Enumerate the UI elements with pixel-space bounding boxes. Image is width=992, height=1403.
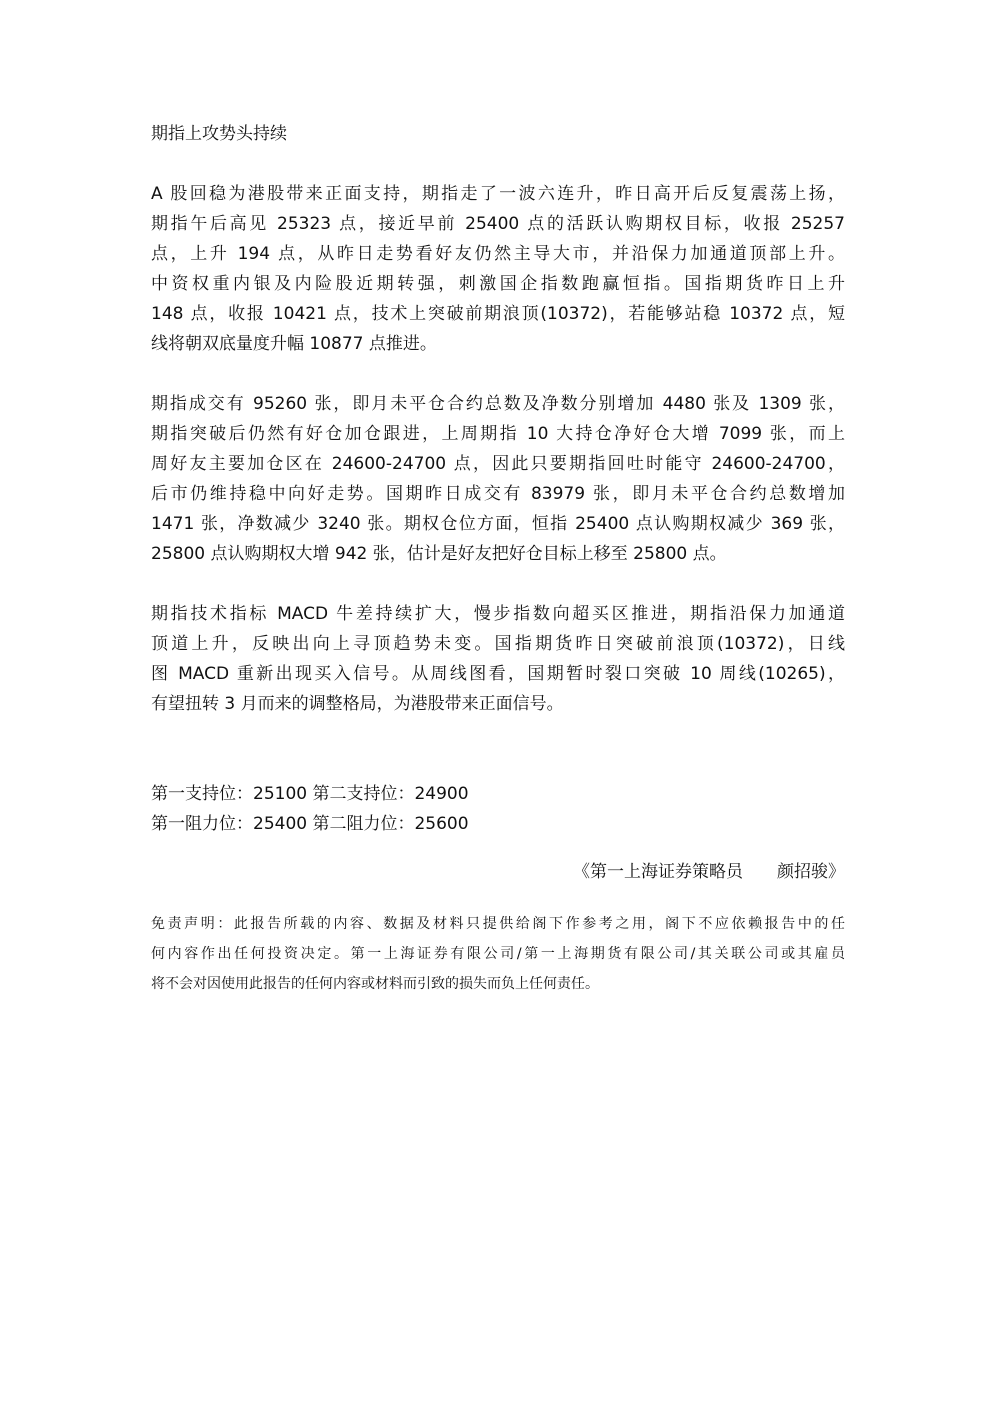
support-levels: 第一支持位：25100 第二支持位：24900 — [151, 784, 469, 804]
paragraph-line: 周好友主要加仓区在 24600-24700 点，因此只要期指回吐时能守 24600-24700， — [151, 454, 845, 474]
paragraph-line: A 股回稳为港股带来正面支持，期指走了一波六连升，昨日高开后反复震荡上扬， — [151, 184, 845, 204]
paragraph-line: 线将朝双底量度升幅 10877 点推进。 — [151, 334, 437, 354]
paragraph-line: 期指午后高见 25323 点，接近早前 25400 点的活跃认购期权目标，收报 25257 — [151, 214, 845, 234]
disclaimer-line: 免责声明：此报告所载的内容、数据及材料只提供给阁下作参考之用，阁下不应依赖报告中的任 — [151, 916, 845, 932]
paragraph-line: 有望扭转 3 月而来的调整格局，为港股带来正面信号。 — [151, 694, 564, 714]
article-title: 期指上攻势头持续 — [151, 124, 287, 144]
paragraph-line: 点，上升 194 点，从昨日走势看好友仍然主导大市，并沿保力加通道顶部上升。 — [151, 244, 845, 264]
paragraph-line: 25800 点认购期权大增 942 张，估计是好友把好仓目标上移至 25800 点。 — [151, 544, 727, 564]
paragraph-line: 148 点，收报 10421 点，技术上突破前期浪顶(10372)，若能够站稳 10372 点，短 — [151, 304, 845, 324]
resistance-levels: 第一阻力位：25400 第二阻力位：25600 — [151, 814, 469, 834]
paragraph-technical — [151, 599, 845, 719]
article-body — [151, 119, 845, 999]
paragraph-line: 中资权重内银及内险股近期转强，刺激国企指数跑赢恒指。国指期货昨日上升 — [151, 274, 845, 294]
support-resistance-levels — [151, 779, 845, 839]
paragraph-line: 后市仍维持稳中向好走势。国期昨日成交有 83979 张，即月未平仓合约总数增加 — [151, 484, 845, 504]
disclaimer-line: 将不会对因使用此报告的任何内容或材料而引致的损失而负上任何责任。 — [151, 976, 599, 992]
paragraph-line: 期指突破后仍然有好仓加仓跟进，上周期指 10 大持仓净好仓大增 7099 张，而上 — [151, 424, 845, 444]
disclaimer-line: 何内容作出任何投资决定。第一上海证券有限公司/第一上海期货有限公司/其关联公司或其雇员 — [151, 946, 845, 962]
paragraph-line: 期指成交有 95260 张，即月未平仓合约总数及净数分别增加 4480 张及 1309 张， — [151, 394, 845, 414]
paragraph-positions — [151, 389, 845, 569]
paragraph-line: 1471 张，净数减少 3240 张。期权仓位方面，恒指 25400 点认购期权减少 369 张， — [151, 514, 845, 534]
paragraph-line: 顶道上升，反映出向上寻顶趋势未变。国指期货昨日突破前浪顶(10372)，日线 — [151, 634, 845, 654]
paragraph-line: 图 MACD 重新出现买入信号。从周线图看，国期暂时裂口突破 10 周线(10265)， — [151, 664, 845, 684]
author-signature: 《第一上海证券策略员 颜招骏》 — [573, 862, 845, 882]
paragraph-line: 期指技术指标 MACD 牛差持续扩大，慢步指数向超买区推进，期指沿保力加通道 — [151, 604, 845, 624]
paragraph-market-summary — [151, 179, 845, 359]
disclaimer — [151, 909, 845, 999]
